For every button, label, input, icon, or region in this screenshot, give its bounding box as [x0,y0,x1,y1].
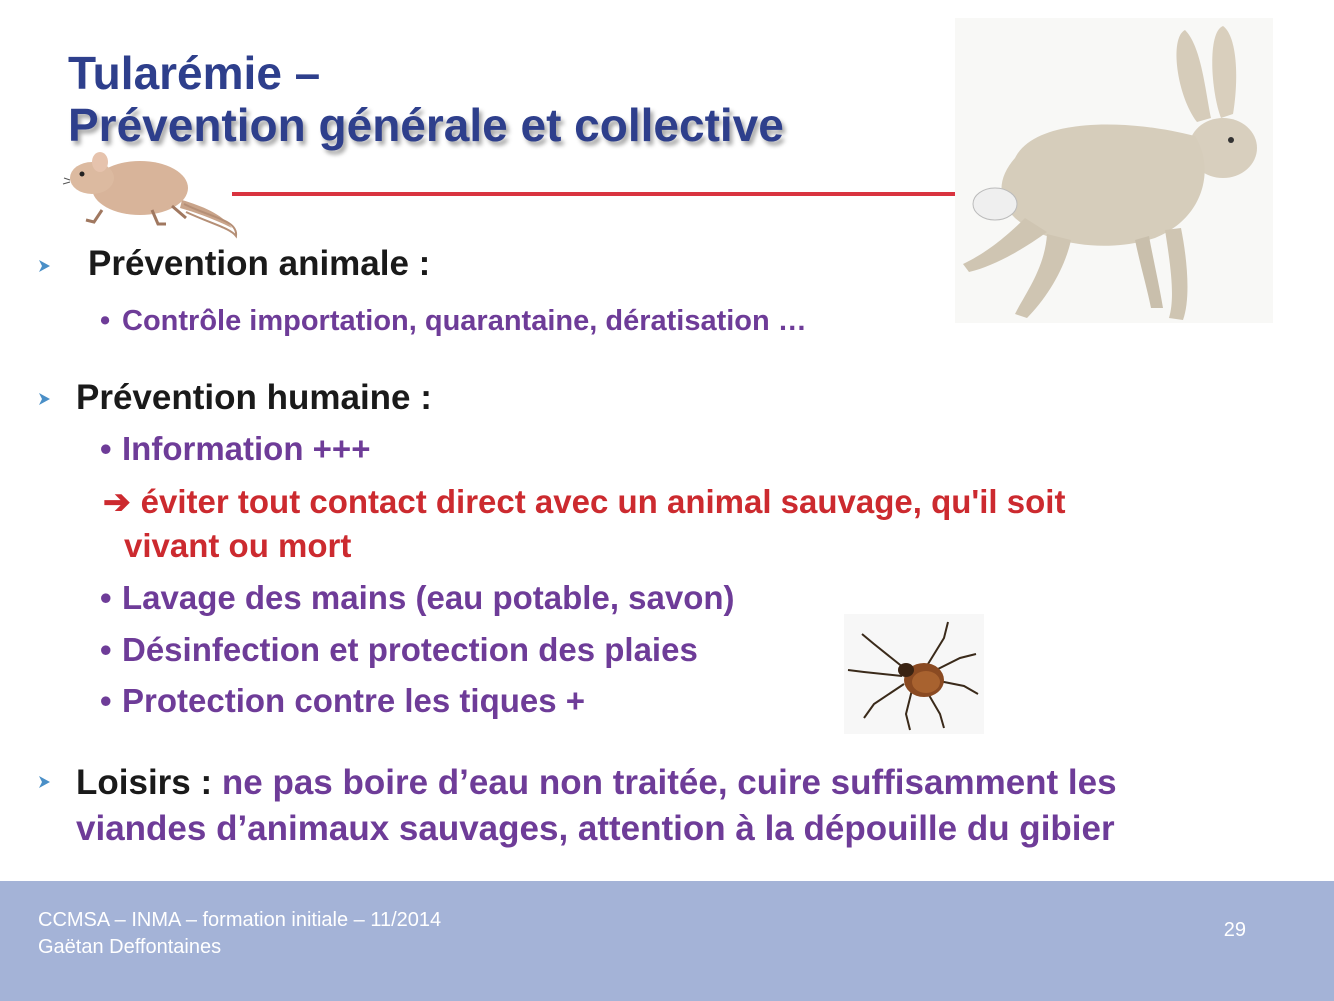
arrow-bullet-icon [36,774,52,790]
animal-item-text: Contrôle importation, quarantaine, dératisation … [122,305,807,337]
information-item [100,430,370,468]
wound-care-text: Désinfection et protection des plaies [122,631,698,668]
avoid-contact-line1 [103,482,1065,521]
avoid-contact-line2: vivant ou mort [124,527,352,564]
bullet-dot: • [100,579,112,616]
hand-washing-text: Lavage des mains (eau potable, savon) [122,579,735,616]
leisure-text: ne pas boire d’eau non traitée, cuire suffisamment les viandes d’animaux sauvages, attention à la dépouille du gibier [76,763,1117,848]
animal-prevention-heading: Prévention animale : [88,244,431,283]
leisure-lead: Loisirs : [76,763,213,802]
footer-course-info: CCMSA – INMA – formation initiale – 11/2014 [38,909,442,931]
tick-illustration [844,614,984,734]
tick-protection-item [100,682,585,720]
wound-care-item [100,631,698,669]
slide-title-line2: Prévention générale et collective [68,99,784,151]
right-arrow-icon: ➔ [103,483,131,520]
bullet-dot: • [100,305,111,337]
title-divider [232,192,956,196]
information-text: Information +++ [122,430,371,467]
avoid-contact-text1: éviter tout contact direct avec un animal sauvage, qu'il soit [140,483,1066,520]
tick-protection-text: Protection contre les tiques + [122,682,586,719]
hand-washing-item [100,579,735,617]
slide-footer [0,881,1334,1001]
bullet-dot: • [100,430,112,467]
bullet-dot: • [100,631,112,668]
animal-prevention-item [100,305,807,338]
leisure-paragraph [76,760,1236,852]
rat-illustration [62,148,238,240]
hare-illustration [955,18,1273,323]
page-number: 29 [1223,919,1246,941]
bullet-dot: • [100,682,112,719]
arrow-bullet-icon [36,258,52,274]
human-prevention-heading: Prévention humaine : [76,378,432,417]
footer-author: Gaëtan Deffontaines [38,936,222,958]
arrow-bullet-icon [36,391,52,407]
slide-title-line1: Tularémie – [68,47,321,99]
